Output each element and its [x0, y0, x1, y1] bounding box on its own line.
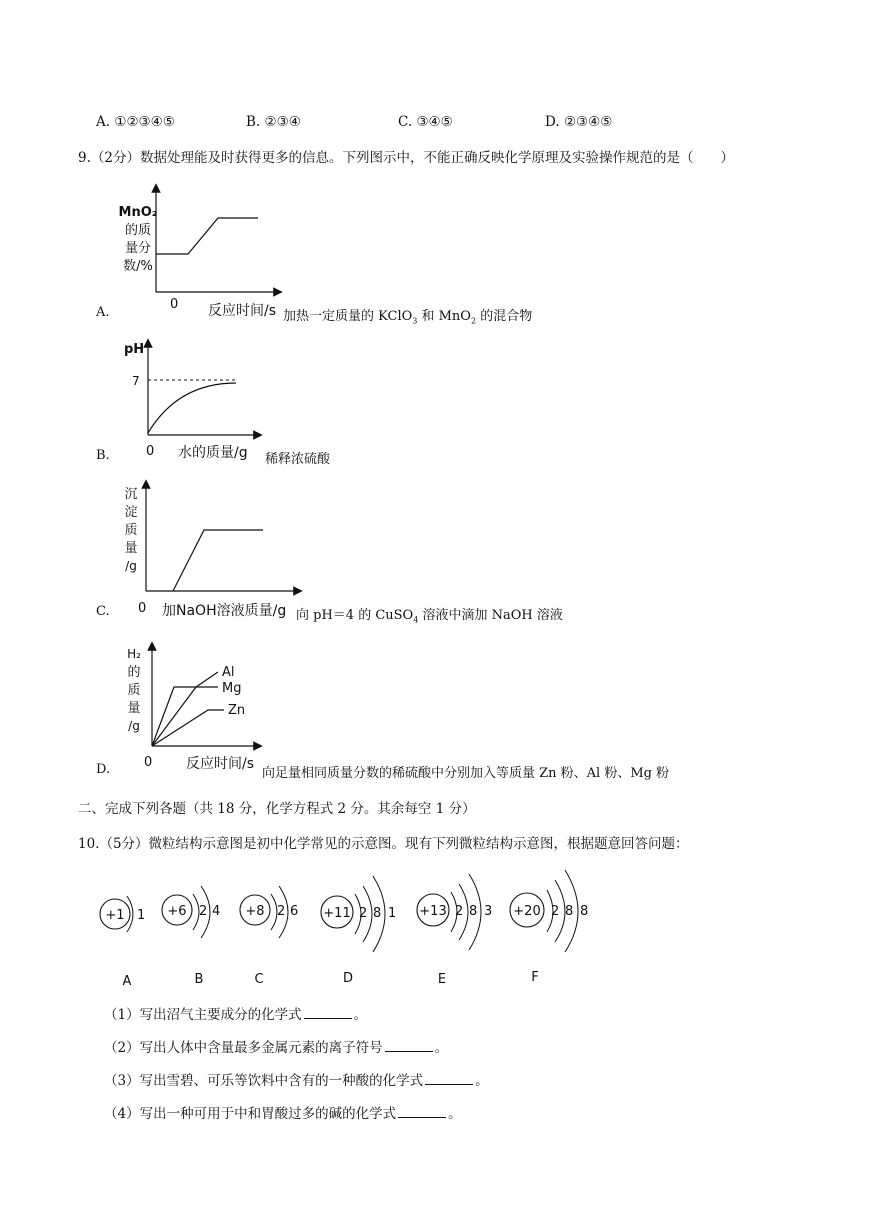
y-label-3: 质: [127, 683, 141, 698]
series-label-zn: Zn: [228, 703, 246, 718]
particle-b: [162, 886, 220, 987]
answer-blank-4[interactable]: [398, 1103, 446, 1118]
y-label-4: 量: [127, 701, 141, 716]
q9-b-graph: [118, 335, 268, 465]
q8-option-d: D. ②③④⑤: [545, 114, 613, 130]
x-label: 水的质量/g: [178, 445, 248, 461]
svg-text:2: 2: [551, 904, 560, 919]
svg-text:8: 8: [469, 904, 478, 919]
q10-stem: 10.（5分）微粒结构示意图是初中化学常见的示意图。现有下列微粒结构示意图，根据题意回答问题：: [78, 836, 689, 852]
svg-text:F: F: [531, 970, 539, 985]
svg-text:1: 1: [388, 906, 397, 921]
y-label-4: 数/%: [123, 259, 153, 274]
x-label: 加NaOH溶液质量/g: [162, 603, 287, 619]
particle-d: [321, 876, 396, 986]
q9-a-graph: [118, 180, 286, 320]
series-mg: [152, 687, 218, 746]
q9-c-caption: 向 pH＝4 的 CuSO$_4$ 溶液中滴加 NaOH 溶液: [296, 608, 563, 625]
q9-d-letter: D.: [96, 762, 111, 777]
svg-text:8: 8: [580, 904, 589, 919]
q10-sub-2: （2）写出人体中含量最多金属元素的离子符号 。: [104, 1036, 448, 1056]
y-label-4: 量: [124, 541, 138, 556]
svg-text:2: 2: [359, 906, 368, 921]
q8-option-b: B. ②③④: [246, 114, 301, 130]
svg-text:+13: +13: [419, 904, 447, 919]
curve: [148, 383, 236, 433]
q9-a-caption: 加热一定质量的 KClO$_3$ 和 MnO$_2$ 的混合物: [283, 309, 533, 326]
series-label-mg: Mg: [222, 681, 242, 696]
q10-sub-4: （4）写出一种可用于中和胃酸过多的碱的化学式 。: [104, 1102, 462, 1122]
answer-blank-3[interactable]: [425, 1070, 473, 1085]
svg-text:+8: +8: [245, 904, 265, 919]
curve: [173, 530, 263, 591]
section-2-heading: 二、完成下列各题（共 18 分，化学方程式 2 分。其余每空 1 分）: [78, 801, 476, 817]
q9-c-letter: C.: [96, 604, 110, 619]
answer-blank-2[interactable]: [385, 1037, 433, 1052]
svg-text:2: 2: [199, 904, 208, 919]
particle-e: [417, 874, 492, 987]
y-label-2: 的质: [124, 223, 152, 238]
svg-text:A: A: [122, 974, 132, 989]
q9-c-graph: [118, 478, 308, 623]
svg-text:D: D: [342, 971, 354, 986]
svg-text:E: E: [437, 972, 447, 987]
q9-d-graph: [118, 640, 268, 780]
q9-d-caption: 向足量相同质量分数的稀硫酸中分别加入等质量 Zn 粉、Al 粉、Mg 粉: [262, 766, 670, 781]
y-label-3: 量分: [124, 241, 152, 256]
q9-b-letter: B.: [96, 448, 110, 463]
y-label-5: /g: [125, 559, 137, 573]
particle-a: [100, 896, 145, 989]
y-label-2: 淀: [124, 505, 138, 520]
y-label-1: H₂: [127, 647, 141, 661]
x-label: 反应时间/s: [186, 756, 255, 772]
svg-text:6: 6: [290, 904, 299, 919]
svg-text:4: 4: [212, 904, 221, 919]
origin: 0: [146, 444, 155, 459]
svg-text:B: B: [194, 972, 204, 987]
curve: [156, 218, 258, 254]
y-label: pH: [124, 342, 145, 357]
y-label-1: MnO₂: [118, 205, 158, 220]
y-label-3: 质: [124, 523, 138, 538]
svg-text:8: 8: [565, 904, 574, 919]
tick-7: 7: [132, 374, 140, 388]
q9-a-letter: A.: [96, 305, 110, 320]
answer-blank-1[interactable]: [304, 1004, 352, 1019]
svg-text:+6: +6: [167, 904, 187, 919]
origin: 0: [144, 755, 153, 770]
origin: 0: [170, 297, 179, 312]
series-label-al: Al: [222, 665, 235, 680]
q9-b-caption: 稀释浓硫酸: [265, 452, 331, 467]
svg-text:3: 3: [484, 904, 493, 919]
series-al: [152, 672, 218, 746]
particle-diagrams: [95, 858, 615, 998]
q10-sub-1: （1）写出沼气主要成分的化学式 。: [104, 1003, 367, 1023]
svg-text:+11: +11: [323, 906, 351, 921]
y-label-1: 沉: [124, 487, 138, 502]
q9-stem: 9.（2分）数据处理能及时获得更多的信息。下列图示中，不能正确反映化学原理及实验操作规范的是（ ）: [78, 150, 734, 166]
origin: 0: [138, 601, 147, 616]
y-label-2: 的: [127, 665, 141, 680]
y-label-5: /g: [128, 719, 140, 733]
svg-text:C: C: [254, 972, 264, 987]
svg-text:+20: +20: [513, 904, 541, 919]
q8-option-c: C. ③④⑤: [398, 114, 453, 130]
q8-option-a: A. ①②③④⑤: [96, 114, 175, 130]
particle-c: [240, 886, 298, 987]
svg-text:2: 2: [277, 904, 286, 919]
svg-text:2: 2: [455, 904, 464, 919]
svg-text:1: 1: [137, 908, 146, 923]
x-label: 反应时间/s: [208, 303, 277, 319]
particle-f: [510, 870, 588, 985]
svg-text:+1: +1: [105, 908, 125, 923]
q10-sub-3: （3）写出雪碧、可乐等饮料中含有的一种酸的化学式 。: [104, 1069, 489, 1089]
svg-text:8: 8: [373, 906, 382, 921]
